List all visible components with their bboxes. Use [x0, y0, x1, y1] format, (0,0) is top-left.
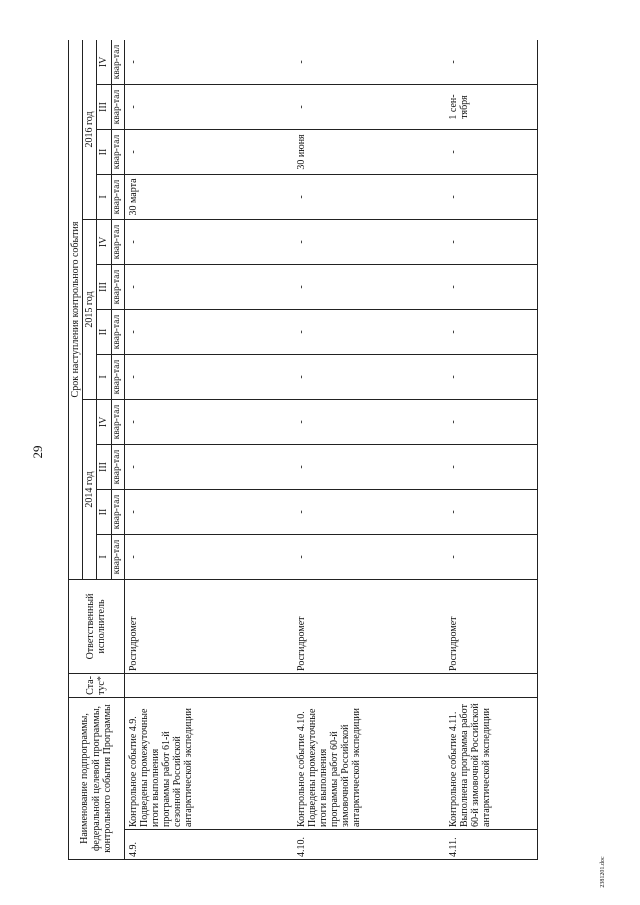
control-events-table — [68, 40, 538, 860]
quarter-word: квар-тал — [111, 444, 124, 489]
quarter-cell: - — [445, 534, 538, 579]
table-row — [124, 40, 293, 860]
quarter-cell: - — [293, 309, 445, 354]
quarter-cell: - — [293, 354, 445, 399]
header-year-2016: 2016 год — [83, 40, 97, 219]
quarter-cell: - — [293, 40, 445, 84]
row-number: 4.9. — [124, 830, 293, 860]
header-year-2015: 2015 год — [83, 219, 97, 399]
quarter-cell: - — [293, 219, 445, 264]
quarter-cell: - — [124, 354, 293, 399]
document-code: 2381201.doc — [600, 856, 606, 888]
quarter-cell: - — [124, 309, 293, 354]
quarter-cell: - — [124, 129, 293, 174]
quarter-cell: - — [445, 174, 538, 219]
row-number: 4.10. — [293, 830, 445, 860]
quarter-cell: - — [445, 264, 538, 309]
quarter-cell: - — [445, 219, 538, 264]
quarter-word: квар-тал — [111, 534, 124, 579]
event-status — [293, 673, 445, 697]
header-name: Наименование подпрограммы, федеральной целевой программы, контрольного события Программы — [69, 697, 125, 859]
event-status — [445, 673, 538, 697]
quarter-number: II — [97, 489, 111, 534]
quarter-number: III — [97, 84, 111, 129]
event-name: Контрольное событие 4.10. Подведены промежуточные итоги выполнения программы работ 60-й зимовочной Российской антарктической экспедиции — [293, 697, 445, 829]
quarter-cell: - — [445, 489, 538, 534]
quarter-number: I — [97, 534, 111, 579]
quarter-cell: - — [445, 309, 538, 354]
quarter-cell: - — [445, 40, 538, 84]
table-wrapper — [68, 40, 554, 860]
quarter-cell: - — [445, 354, 538, 399]
event-executor: Росгидромет — [445, 579, 538, 673]
quarter-word: квар-тал — [111, 84, 124, 129]
quarter-number: I — [97, 174, 111, 219]
quarter-cell: - — [445, 444, 538, 489]
quarter-word: квар-тал — [111, 129, 124, 174]
rotated-table-frame — [68, 40, 554, 860]
quarter-number: IV — [97, 40, 111, 84]
header-year-2014: 2014 год — [83, 399, 97, 579]
quarter-cell: - — [445, 399, 538, 444]
quarter-cell: - — [124, 444, 293, 489]
quarter-cell: - — [293, 444, 445, 489]
header-status: Ста-тус* — [69, 673, 125, 697]
quarter-word: квар-тал — [111, 399, 124, 444]
event-name: Контрольное событие 4.11. Выполнена программа работ 60-й зимовочной Российской антарктической экспедиции — [445, 697, 538, 829]
quarter-cell: - — [124, 40, 293, 84]
quarter-number: III — [97, 444, 111, 489]
event-name: Контрольное событие 4.9. Подведены промежуточные итоги выполнения программы работ 61-й сезонной Российской антарктической экспедиции — [124, 697, 293, 829]
table-row — [293, 40, 445, 860]
quarter-number: I — [97, 354, 111, 399]
page-number: 29 — [30, 445, 45, 459]
quarter-cell: - — [293, 534, 445, 579]
quarter-number: III — [97, 264, 111, 309]
quarter-word: квар-тал — [111, 219, 124, 264]
quarter-number: IV — [97, 399, 111, 444]
quarter-word: квар-тал — [111, 174, 124, 219]
quarter-number: IV — [97, 219, 111, 264]
quarter-cell: - — [293, 399, 445, 444]
quarter-cell: 30 июня — [293, 129, 445, 174]
quarter-cell: - — [293, 264, 445, 309]
quarter-cell: - — [445, 129, 538, 174]
table-row — [445, 40, 538, 860]
header-deadline: Срок наступления контрольного события — [69, 40, 83, 579]
quarter-word: квар-тал — [111, 354, 124, 399]
row-number: 4.11. — [445, 830, 538, 860]
event-executor: Росгидромет — [124, 579, 293, 673]
quarter-cell: - — [124, 399, 293, 444]
quarter-cell: - — [124, 84, 293, 129]
quarter-word: квар-тал — [111, 489, 124, 534]
header-executor: Ответственный исполнитель — [69, 579, 125, 673]
quarter-number: II — [97, 309, 111, 354]
quarter-word: квар-тал — [111, 40, 124, 84]
event-executor: Росгидромет — [293, 579, 445, 673]
quarter-cell: - — [124, 219, 293, 264]
quarter-cell: 30 марта — [124, 174, 293, 219]
quarter-cell: - — [124, 264, 293, 309]
quarter-cell: - — [293, 174, 445, 219]
quarter-word: квар-тал — [111, 264, 124, 309]
quarter-cell: 1 сен-тября — [445, 84, 538, 129]
quarter-word: квар-тал — [111, 309, 124, 354]
quarter-cell: - — [293, 489, 445, 534]
quarter-cell: - — [124, 489, 293, 534]
quarter-cell: - — [293, 84, 445, 129]
event-status — [124, 673, 293, 697]
quarter-cell: - — [124, 534, 293, 579]
quarter-number: II — [97, 129, 111, 174]
